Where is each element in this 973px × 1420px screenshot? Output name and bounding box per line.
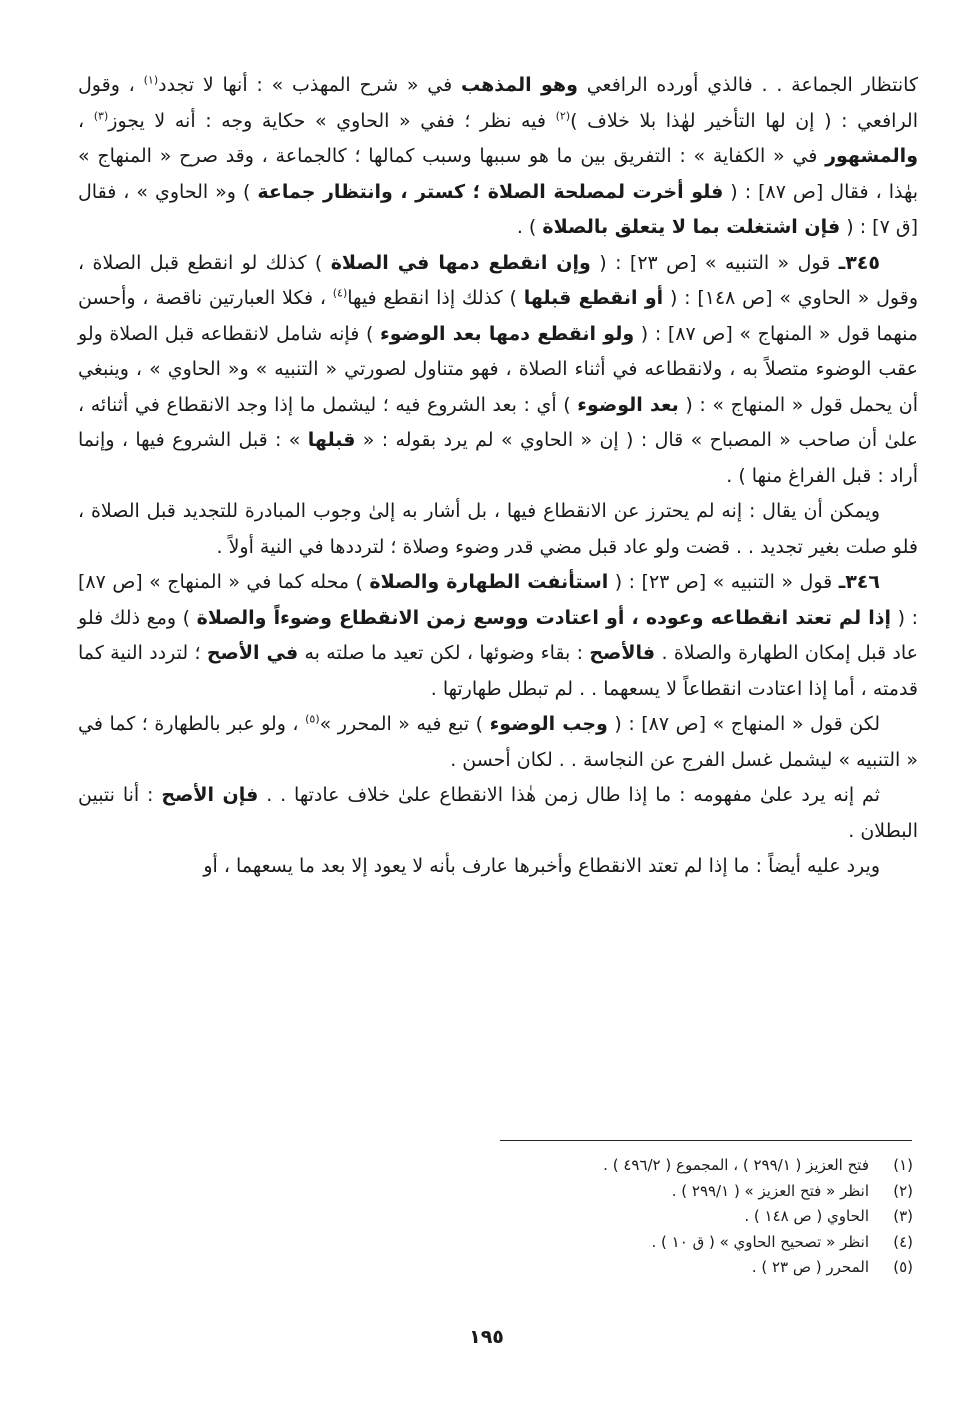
text-segment: ) محله كما في « المنهاج » [ص ٨٧] : ( — [78, 571, 918, 629]
footnote-text: الحاوي ( ص ١٤٨ ) . — [744, 1207, 869, 1225]
footnotes — [413, 1153, 913, 1281]
bold-phrase: بعد الوضوء — [577, 393, 679, 416]
footnote-text: المحرر ( ص ٢٣ ) . — [751, 1258, 869, 1276]
footnote-ref-2[interactable]: (٢) — [555, 109, 571, 123]
text-segment: قول « التنبيه » [ص ٢٣] : ( — [590, 251, 839, 274]
text-segment: ) كذلك لو انقطع قبل الصلاة ، وقول « الحاوي » [ص ١٤٨] : ( — [78, 251, 918, 309]
bold-phrase: إذا لم تعتد انقطاعه وعوده ، أو اعتادت ووسع زمن الانقطاع وضوءاً والصلاة — [196, 606, 892, 629]
text-segment: في « الكفاية » : التفريق بين ما هو سببها وسبب كمالها ؛ كالجماعة ، وقد صرح « المنهاج » بهٰذا ، فقال [ص ٨٧] : ( — [78, 145, 918, 203]
paragraph-2 — [78, 246, 918, 495]
issue-number: ٣٤٥ـ — [838, 251, 880, 274]
footnote-number: (٥) — [893, 1258, 913, 1276]
text-segment: ) . — [516, 216, 543, 238]
text-segment: » : قبل الشروع فيها ، وإنما أراد : قبل الفراغ منها ) . — [78, 429, 918, 487]
text-segment: ) ومع ذلك فلو عاد قبل إمكان الطهارة والصلاة . — [78, 606, 918, 664]
text-segment: في « شرح المهذب » : أنها لا تجدد — [158, 74, 462, 96]
paragraph-7 — [78, 849, 918, 885]
page-body — [78, 68, 918, 885]
bold-phrase: فالأصح — [589, 642, 656, 664]
text-segment: ، — [78, 109, 94, 132]
text-segment: : بقاء وضوئها ، لكن تعيد ما صلته به — [298, 642, 590, 664]
bold-phrase: وإن انقطع دمها في الصلاة — [330, 251, 591, 274]
main-text — [78, 68, 918, 885]
bold-phrase: أو انقطع قبلها — [523, 287, 664, 309]
paragraph-1 — [78, 68, 918, 246]
bold-phrase: وجب الوضوء — [489, 713, 608, 735]
text-segment: ، ولو عبر بالطهارة ؛ كما في « التنبيه » ليشمل غسل الفرج عن النجاسة . . لكان أحسن . — [78, 713, 918, 771]
text-segment: : أنا نتبين البطلان . — [78, 784, 918, 842]
text-segment: ) أي : بعد الشروع فيه ؛ ليشمل ما إذا وجد الانقطاع في أثنائه ، علىٰ أن صاحب « المصباح » قال : ( إن « الحاوي » لم يرد بقوله : « — [78, 393, 918, 451]
text-segment: ، وقول الرافعي : ( إن لها التأخير لهٰذا بلا خلاف ) — [78, 74, 918, 132]
bold-phrase: فإن الأصح — [161, 784, 259, 806]
footnote-text: انظر « فتح العزيز » ( ٢٩٩/١ ) . — [671, 1181, 869, 1200]
footnote-text: فتح العزيز ( ٢٩٩/١ ) ، المجموع ( ٤٩٦/٢ ) . — [603, 1156, 869, 1174]
bold-phrase: فلو أخرت لمصلحة الصلاة ؛ كستر ، وانتظار جماعة — [257, 180, 724, 203]
paragraph-3 — [78, 494, 918, 565]
text-segment: ) كذلك إذا انقطع فيها — [347, 287, 524, 309]
footnote-item — [413, 1255, 913, 1281]
footnote-item — [413, 1204, 913, 1230]
footnote-divider — [500, 1140, 912, 1141]
issue-number: ٣٤٦ـ — [838, 571, 880, 593]
footnote-ref-5[interactable]: (٥) — [305, 712, 320, 726]
footnote-item — [413, 1153, 913, 1179]
bold-phrase: قبلها — [307, 429, 356, 451]
text-segment: ، فكلا العبارتين ناقصة ، وأحسن منهما قول « المنهاج » [ص ٨٧] : ( — [78, 287, 918, 345]
bold-phrase: استأنفت الطهارة والصلاة — [369, 571, 609, 593]
text-segment: قول « التنبيه » [ص ٢٣] : ( — [608, 571, 839, 593]
bold-phrase: في الأصح — [206, 642, 299, 664]
bold-phrase: والمشهور — [825, 145, 918, 167]
footnote-text: انظر « تصحيح الحاوي » ( ق ١٠ ) . — [651, 1232, 869, 1251]
text-segment: ثم إنه يرد علىٰ مفهومه : ما إذا طال زمن هٰذا الانقطاع علىٰ خلاف عادتها . . — [258, 784, 880, 806]
footnote-ref-4[interactable]: (٤) — [332, 286, 348, 300]
footnote-number: (٣) — [893, 1207, 913, 1225]
text-segment: ) فإنه شامل لانقطاعه قبل الصلاة ولو عقب الوضوء متصلاً به ، ولانقطاعه في أثناء الصلاة ، فهو متناول لصورتي « التنبيه » و« الحاوي » ، وينبغي أن يحمل قول « المنهاج » : ( — [78, 322, 918, 416]
footnote-ref-1[interactable]: (١) — [143, 73, 159, 87]
footnote-item — [413, 1230, 913, 1256]
paragraph-5 — [78, 707, 918, 778]
text-segment: ويمكن أن يقال : إنه لم يحترز عن الانقطاع فيها ، بل أشار به إلىٰ وجوب المبادرة للتجديد قبل الصلاة ، فلو صلت بغير تجديد . . قضت ولو عاد قبل مضي قدر وضوء وصلاة ؛ لترددها في النية أولاً . — [78, 500, 918, 558]
footnote-number: (٤) — [893, 1232, 913, 1251]
text-segment: لكن قول « المنهاج » [ص ٨٧] : ( — [607, 713, 880, 735]
text-segment: فيه نظر ؛ ففي « الحاوي » حكاية وجه : أنه لا يجوز — [108, 109, 556, 132]
paragraph-6 — [78, 778, 918, 849]
footnote-ref-3[interactable]: (٣) — [93, 109, 109, 123]
text-segment: ) و« الحاوي » ، فقال [ق ٧] : ( — [78, 180, 918, 238]
bold-phrase: وهو المذهب — [461, 74, 578, 96]
text-segment: ؛ لتردد النية كما قدمته ، أما إذا اعتادت انقطاعاً لا يسعهما . . لم تبطل طهارتها . — [78, 642, 918, 700]
page-number: ١٩٥ — [469, 1326, 504, 1348]
text-segment: ) تبع فيه « المحرر » — [319, 713, 490, 735]
footnote-number: (٢) — [893, 1181, 913, 1200]
text-segment: ويرد عليه أيضاً : ما إذا لم تعتد الانقطاع وأخبرها عارف بأنه لا يعود إلا بعد ما يسعهما ، أو — [203, 855, 880, 877]
bold-phrase: فإن اشتغلت بما لا يتعلق بالصلاة — [542, 216, 841, 238]
bold-phrase: ولو انقطع دمها بعد الوضوء — [380, 322, 635, 345]
paragraph-4 — [78, 565, 918, 707]
footnote-number: (١) — [893, 1156, 913, 1174]
footnote-item — [413, 1179, 913, 1205]
text-segment: كانتظار الجماعة . . فالذي أورده الرافعي — [577, 74, 918, 96]
